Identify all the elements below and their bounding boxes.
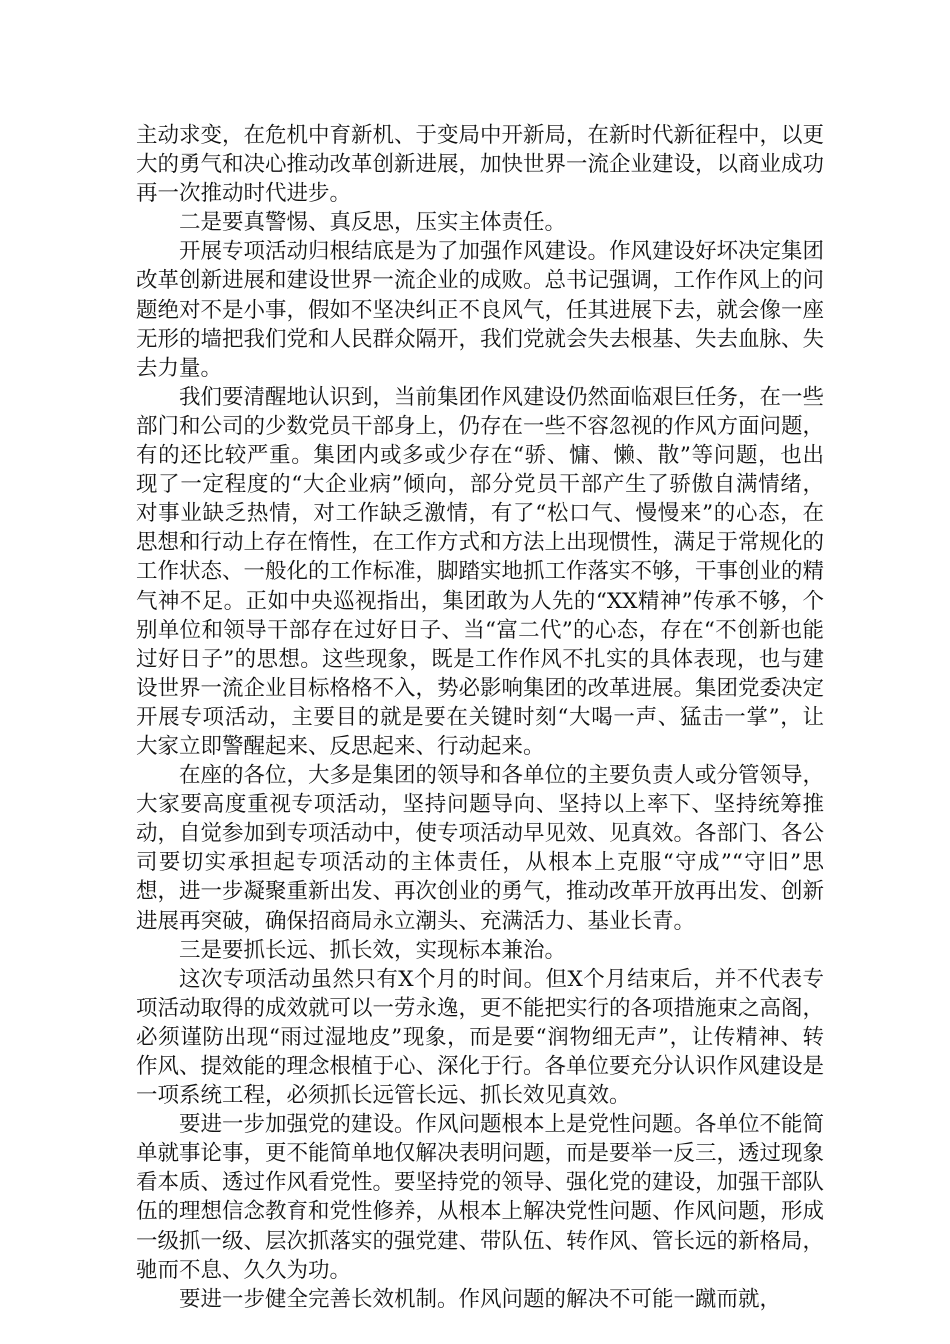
document-page bbox=[136, 121, 824, 1314]
heading-point-3: 三是要抓长远、抓长效，实现标本兼治。 bbox=[179, 937, 567, 963]
paragraph-7: 这次专项活动虽然只有X个月的时间。但X个月结束后，并不代表专项活动取得的成效就可以一劳永逸，更不能把实行的各项措施束之高阁，必须谨防出现“雨过湿地皮”现象，而是要“润物细无声”，让传精神、转作风、提效能的理念根植于心、深化于行。各单位要充分认识作风建设是一项系统工程，必须抓长远管长远、抓长效见真效。 bbox=[136, 966, 825, 1109]
paragraph-5: 在座的各位，大多是集团的领导和各单位的主要负责人或分管领导，大家要高度重视专项活动，坚持问题导向、坚持以上率下、坚持统筹推动，自觉参加到专项活动中，使专项活动早见效、见真效。各部门、各公司要切实承担起专项活动的主体责任，从根本上克服“守成”“守旧”思想，进一步凝聚重新出发、再次创业的勇气，推动改革开放再出发、创新进展再突破，确保招商局永立潮头、充满活力、基业长青。 bbox=[136, 763, 825, 934]
paragraph-4: 我们要清醒地认识到，当前集团作风建设仍然面临艰巨任务，在一些部门和公司的少数党员干部身上，仍存在一些不容忽视的作风方面问题，有的还比较严重。集团内或多或少存在“骄、慵、懒、散”等问题，也出现了一定程度的“大企业病”倾向，部分党员干部产生了骄傲自满情绪，对事业缺乏热情，对工作缺乏激情，有了“松口气、慢慢来”的心态，在思想和行动上存在惰性，在工作方式和方法上出现惯性，满足于常规化的工作状态、一般化的工作标准，脚踏实地抓工作落实不够，干事创业的精气神不足。正如中央巡视指出，集团敢为人先的“XX精神”传承不够，个别单位和领导干部存在过好日子、当“富二代”的心态，存在“不创新也能过好日子”的思想。这些现象，既是工作作风不扎实的具体表现，也与建设世界一流企业目标格格不入，势必影响集团的改革进展。集团党委决定开展专项活动，主要目的就是要在关键时刻“大喝一声、猛击一掌”，让大家立即警醒起来、反思起来、行动起来。 bbox=[136, 384, 825, 759]
paragraph-3: 开展专项活动归根结底是为了加强作风建设。作风建设好坏决定集团改革创新进展和建设世界一流企业的成败。总书记强调，工作作风上的问题绝对不是小事，假如不坚决纠正不良风气，任其进展下去，就会像一座无形的墙把我们党和人民群众隔开，我们党就会失去根基、失去血脉、失去力量。 bbox=[136, 239, 825, 381]
paragraph-8: 要进一步加强党的建设。作风问题根本上是党性问题。各单位不能简单就事论事，更不能简单地仅解决表明问题，而是要举一反三，透过现象看本质、透过作风看党性。要坚持党的领导、强化党的建设，加强干部队伍的理想信念教育和党性修养，从根本上解决党性问题、作风问题，形成一级抓一级、层次抓落实的强党建、带队伍、转作风、管长远的新格局，驰而不息、久久为功。 bbox=[136, 1112, 825, 1283]
paragraph-9: 要进一步健全完善长效机制。作风问题的解决不可能一蹴而就， bbox=[179, 1286, 782, 1312]
heading-point-2: 二是要真警惕、真反思，压实主体责任。 bbox=[179, 210, 567, 236]
paragraph-1: 主动求变，在危机中育新机、于变局中开新局，在新时代新征程中，以更大的勇气和决心推动改革创新进展，加快世界一流企业建设，以商业成功再一次推动时代进步。 bbox=[136, 123, 825, 207]
